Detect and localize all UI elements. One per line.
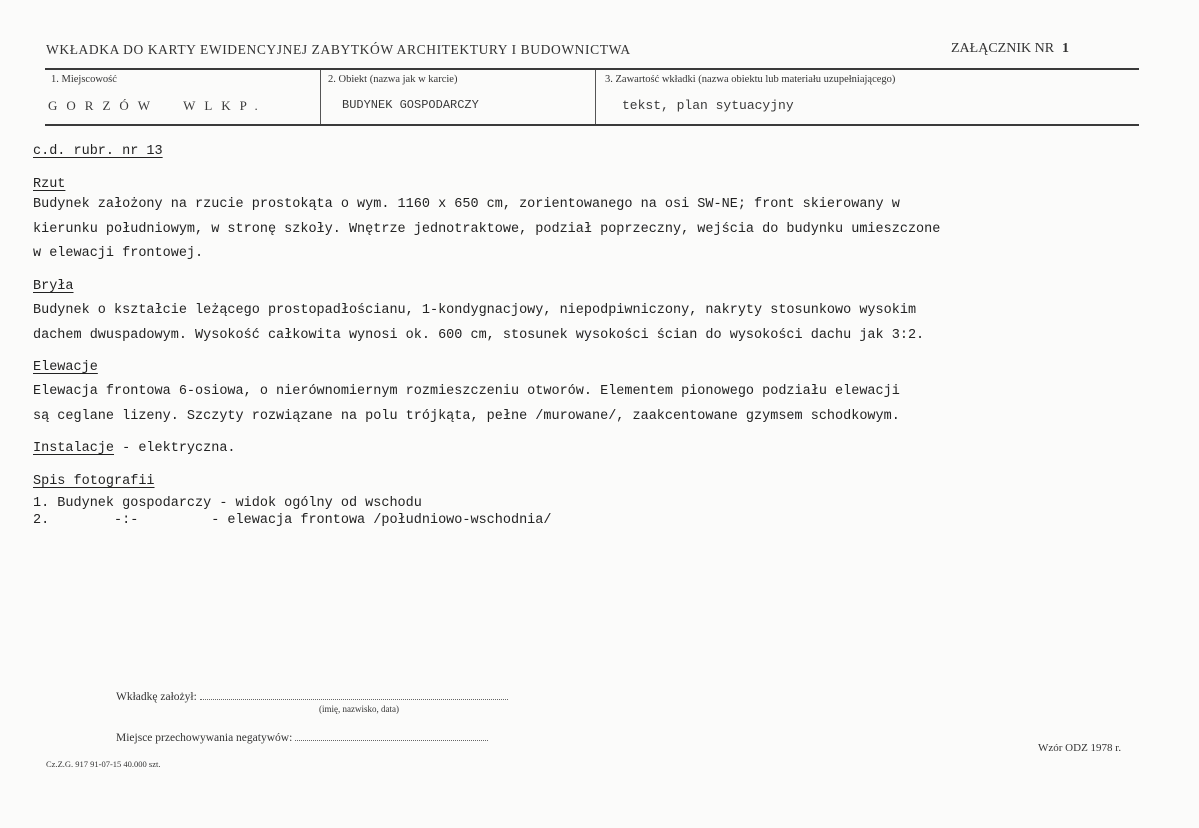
spis-line-1: 1. Budynek gospodarczy - widok ogólny od wschodu [33,496,422,511]
section-elewacje-heading: Elewacje [33,360,98,375]
zalozyl-row [116,690,508,703]
section-instalacje-heading: Instalacje [33,441,115,456]
negatywy-label: Miejsce przechowywania negatywów: [116,732,293,744]
bryla-line-2: dachem dwuspadowym. Wysokość całkowita wynosi ok. 600 cm, stosunek wysokości ścian do wysokości dachu jak 3:2. [33,328,925,343]
negatywy-dotted-line [295,731,488,741]
instalacje-line [33,440,236,458]
field-2-label: 2. Obiekt (nazwa jak w karcie) [328,74,458,85]
elewacje-line-1: Elewacja frontowa 6-osiowa, o nierównomiernym rozmieszczeniu otworów. Elementem pionowego podziału elewacji [33,384,900,399]
continuation-note: c.d. rubr. nr 13 [33,144,163,159]
rzut-line-3: w elewacji frontowej. [33,246,204,261]
field-1-value: GORZÓW WLKP. [48,98,267,113]
zalozyl-label: Wkładkę założył: [116,691,197,703]
annex-label [951,41,1069,57]
rzut-line-1: Budynek założony na rzucie prostokąta o wym. 1160 x 650 cm, zorientowanego na osi SW-NE; front skierowany w [33,197,900,212]
negatywy-row [116,731,488,744]
field-2-value: BUDYNEK GOSPODARCZY [342,98,479,112]
form-title: WKŁADKA DO KARTY EWIDENCYJNEJ ZABYTKÓW ARCHITEKTURY I BUDOWNICTWA [46,42,631,57]
field-3-label: 3. Zawartość wkładki (nazwa obiektu lub materiału uzupełniającego) [605,74,896,85]
section-rzut-heading: Rzut [33,177,66,192]
section-bryla-heading: Bryła [33,279,74,294]
annex-number: 1 [1062,41,1070,56]
top-rule [45,68,1139,70]
field-divider-1 [320,70,321,124]
field-1-label: 1. Miejscowość [51,74,117,85]
annex-label-text: ZAŁĄCZNIK NR [951,41,1055,56]
print-info: Cz.Z.G. 917 91-07-15 40.000 szt. [46,759,161,769]
bryla-line-1: Budynek o kształcie leżącego prostopadłościanu, 1-kondygnacjowy, niepodpiwniczony, nakryty stosunkowo wysokim [33,303,917,318]
fields-bottom-rule [45,124,1139,126]
spis-line-2: 2. -:- - elewacja frontowa /południowo-wschodnia/ [33,513,552,528]
field-divider-2 [595,70,596,124]
zalozyl-hint: (imię, nazwisko, data) [319,704,399,714]
instalacje-value: - elektryczna. [114,441,236,456]
elewacje-line-2: są ceglane lizeny. Szczyty rozwiązane na polu trójkąta, pełne /murowane/, zaakcentowane gzymsem schodkowym. [33,409,900,424]
rzut-line-2: kierunku południowym, w stronę szkoły. Wnętrze jednotraktowe, podział poprzeczny, wejścia do budynku umieszczone [33,222,941,237]
field-3-value: tekst, plan sytuacyjny [622,98,794,113]
section-spis-heading: Spis fotografii [33,474,155,489]
template-version: Wzór ODZ 1978 r. [1038,742,1122,754]
zalozyl-dotted-line [200,690,508,700]
